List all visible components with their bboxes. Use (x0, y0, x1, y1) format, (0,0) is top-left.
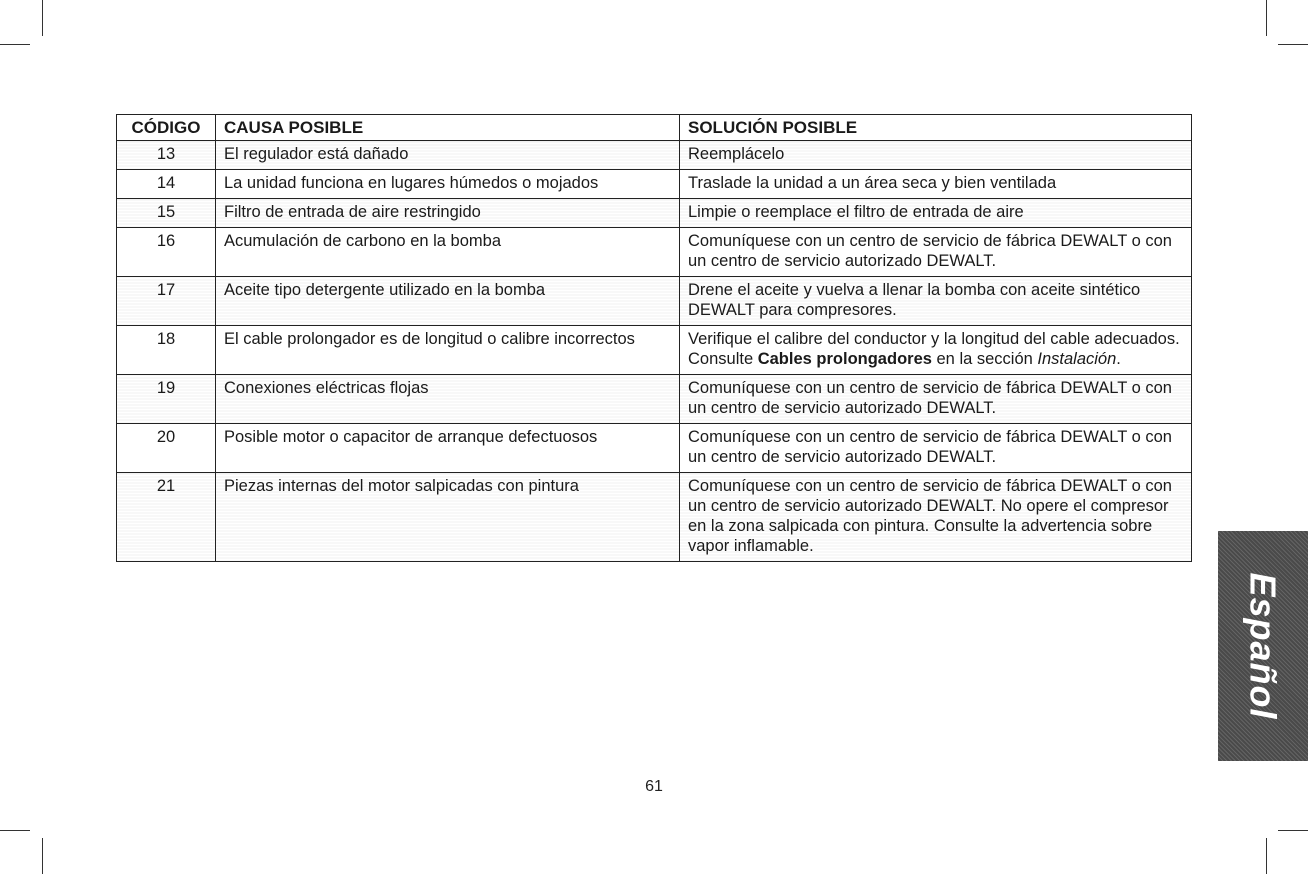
crop-mark (42, 0, 43, 36)
header-cause: CAUSA POSIBLE (216, 115, 680, 141)
row-cause: Conexiones eléctricas flojas (216, 375, 680, 424)
row-code: 20 (117, 424, 216, 473)
crop-mark (1278, 830, 1308, 831)
solution-bold-reference: Cables prolongadores (757, 350, 932, 368)
row-solution: Comuníquese con un centro de servicio de fábrica DEWALT o con un centro de servicio autorizado DEWALT. (680, 424, 1192, 473)
row-cause: Piezas internas del motor salpicadas con pintura (216, 473, 680, 562)
crop-mark (0, 44, 30, 45)
row-solution: Drene el aceite y vuelva a llenar la bomba con aceite sintético DEWALT para compresores. (680, 277, 1192, 326)
row-cause: Acumulación de carbono en la bomba (216, 228, 680, 277)
troubleshooting-table (116, 114, 1192, 562)
solution-text: Verifique el calibre del conductor y la longitud del cable adecuados. Consulte (688, 330, 1180, 368)
row-solution: Comuníquese con un centro de servicio de fábrica DEWALT o con un centro de servicio autorizado DEWALT. (680, 228, 1192, 277)
table-row (117, 326, 1192, 375)
row-code: 14 (117, 170, 216, 199)
row-solution: Reemplácelo (680, 141, 1192, 170)
row-cause: Filtro de entrada de aire restringido (216, 199, 680, 228)
row-code: 19 (117, 375, 216, 424)
row-code: 15 (117, 199, 216, 228)
crop-mark (1278, 44, 1308, 45)
row-code: 17 (117, 277, 216, 326)
table-row (117, 170, 1192, 199)
crop-mark (0, 830, 30, 831)
solution-text: en la sección (931, 350, 1038, 368)
header-code: CÓDIGO (117, 115, 216, 141)
language-tab-label: Español (1243, 572, 1284, 720)
row-solution: Comuníquese con un centro de servicio de fábrica DEWALT o con un centro de servicio autorizado DEWALT. No opere el compresor en la zona salpicada con pintura. Consulte la advertencia sobre vapor inflamable. (680, 473, 1192, 562)
crop-mark (42, 838, 43, 874)
crop-mark (1266, 0, 1267, 36)
row-code: 16 (117, 228, 216, 277)
table-row (117, 375, 1192, 424)
table-header-row (117, 115, 1192, 141)
table-row (117, 424, 1192, 473)
row-cause: Posible motor o capacitor de arranque defectuosos (216, 424, 680, 473)
row-solution (680, 326, 1192, 375)
row-solution: Limpie o reemplace el filtro de entrada de aire (680, 199, 1192, 228)
crop-mark (1266, 838, 1267, 874)
table-row (117, 473, 1192, 562)
row-cause: Aceite tipo detergente utilizado en la bomba (216, 277, 680, 326)
row-solution: Comuníquese con un centro de servicio de fábrica DEWALT o con un centro de servicio autorizado DEWALT. (680, 375, 1192, 424)
row-cause: El regulador está dañado (216, 141, 680, 170)
table-row (117, 141, 1192, 170)
row-cause: La unidad funciona en lugares húmedos o mojados (216, 170, 680, 199)
header-solution: SOLUCIÓN POSIBLE (680, 115, 1192, 141)
row-code: 21 (117, 473, 216, 562)
language-side-tab (1218, 531, 1308, 761)
row-solution: Traslade la unidad a un área seca y bien ventilada (680, 170, 1192, 199)
row-code: 13 (117, 141, 216, 170)
solution-text: . (1116, 350, 1121, 368)
solution-italic-reference: Instalación (1037, 350, 1117, 368)
table-row (117, 228, 1192, 277)
row-code: 18 (117, 326, 216, 375)
table-row (117, 199, 1192, 228)
table-row (117, 277, 1192, 326)
page-number: 61 (645, 778, 663, 795)
row-cause: El cable prolongador es de longitud o calibre incorrectos (216, 326, 680, 375)
